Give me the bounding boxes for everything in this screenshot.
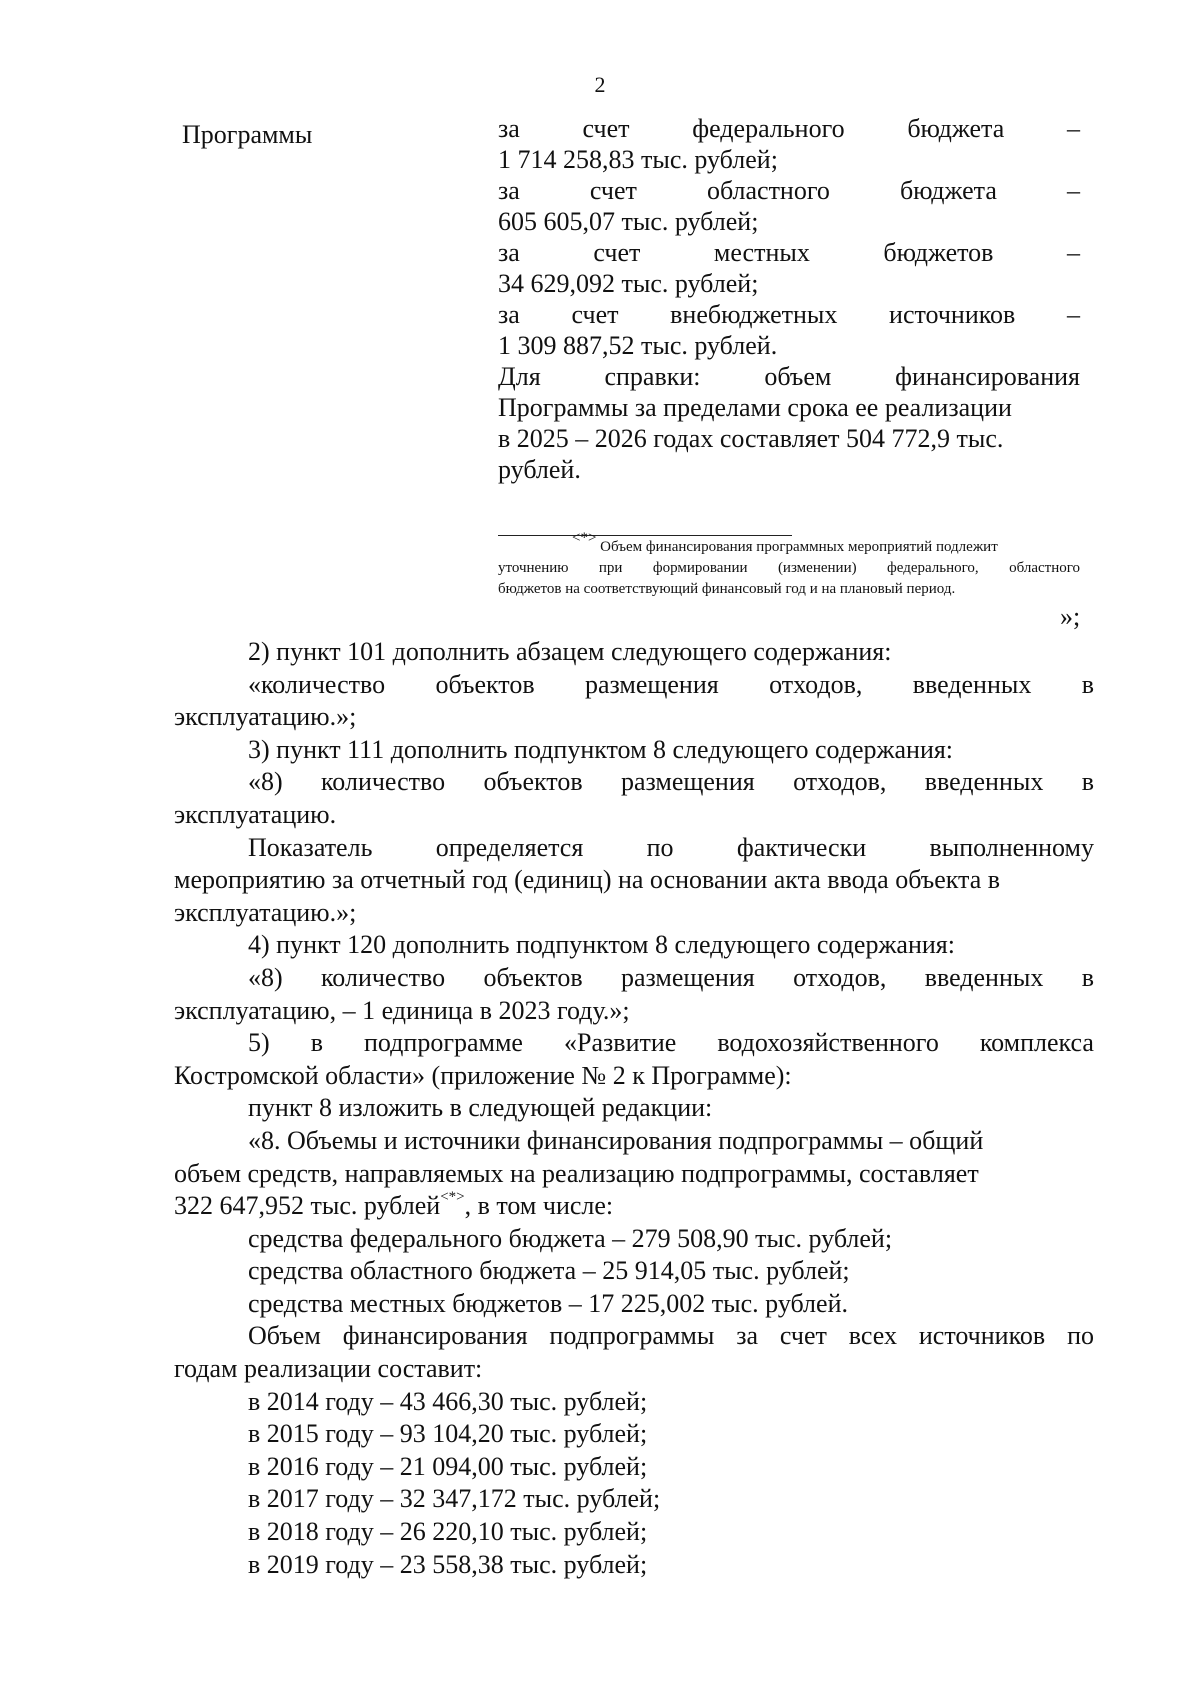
reference-line-3: в 2025 – 2026 годах составляет 504 772,9 тыс. xyxy=(498,424,1004,453)
word: внебюджетных xyxy=(670,300,838,329)
word: размещения xyxy=(620,962,755,992)
table-left-cell-label: Программы xyxy=(182,120,313,149)
footnote-mark: <*> xyxy=(572,530,597,546)
word: отходов, xyxy=(793,962,887,992)
word: 5) xyxy=(248,1028,270,1058)
word: счет xyxy=(582,114,630,143)
word: комплекса xyxy=(979,1028,1094,1058)
word: (изменении) xyxy=(777,560,857,576)
word: – xyxy=(1067,300,1080,329)
total-amount: 322 647,952 тыс. рублей xyxy=(174,1191,441,1221)
item-5-paragraph-line-1: «8. Объемы и источники финансирования подпрограммы – общий xyxy=(248,1125,984,1155)
word: введенных xyxy=(912,669,1032,699)
item-3-indicator-end: эксплуатацию.»; xyxy=(174,897,357,927)
reference-line-2: Программы за пределами срока ее реализации xyxy=(498,393,1012,422)
word: в xyxy=(1081,767,1094,797)
word: количество xyxy=(321,962,446,992)
document-body xyxy=(174,636,1094,1581)
item-4-heading: 4) пункт 120 дополнить подпунктом 8 следующего содержания: xyxy=(248,930,955,960)
word: водохозяйственного xyxy=(717,1028,939,1058)
word: формировании xyxy=(652,560,748,576)
word: бюджета xyxy=(907,114,1005,143)
funding-local-amount: 34 629,092 тыс. рублей; xyxy=(498,269,759,298)
fund-local: средства местных бюджетов – 17 225,002 тыс. рублей. xyxy=(248,1288,848,1318)
word: за xyxy=(498,114,520,143)
item-3-indicator-line xyxy=(174,832,1094,865)
word: размещения xyxy=(584,669,719,699)
word: источников xyxy=(918,1321,1046,1351)
table-right-cell xyxy=(498,113,1080,485)
word: объектов xyxy=(483,962,583,992)
year-2017: в 2017 году – 32 347,172 тыс. рублей; xyxy=(248,1484,661,1514)
years-intro-end: годам реализации составит: xyxy=(174,1354,483,1384)
word: введенных xyxy=(924,962,1044,992)
item-2-text-line xyxy=(174,669,1094,702)
word: источников xyxy=(889,300,1016,329)
word: федерального, xyxy=(887,560,979,576)
year-2015: в 2015 году – 93 104,20 тыс. рублей; xyxy=(248,1419,648,1449)
word: счет xyxy=(571,300,619,329)
word: Объем xyxy=(248,1321,321,1351)
item-5-instruction: пункт 8 изложить в следующей редакции: xyxy=(248,1093,713,1123)
word: количество xyxy=(321,767,446,797)
word: федерального xyxy=(692,114,845,143)
word: областного xyxy=(706,176,830,205)
word: определяется xyxy=(435,832,584,862)
year-2016: в 2016 году – 21 094,00 тыс. рублей; xyxy=(248,1451,648,1481)
word: счет xyxy=(779,1321,827,1351)
word: всех xyxy=(848,1321,897,1351)
reference-line-1 xyxy=(498,361,1080,392)
word: уточнению xyxy=(498,560,569,576)
word: объектов xyxy=(435,669,535,699)
year-2019: в 2019 году – 23 558,38 тыс. рублей; xyxy=(248,1549,648,1579)
closing-quote: »; xyxy=(1060,602,1081,631)
item-5-heading-end: Костромской области» (приложение № 2 к Программе): xyxy=(174,1060,792,1090)
word: в xyxy=(1081,962,1094,992)
item-3-text-line xyxy=(174,766,1094,799)
word: «8) xyxy=(248,767,283,797)
item-3-indicator-line-2: мероприятию за отчетный год (единиц) на основании акта ввода объекта в xyxy=(174,865,1001,895)
word: по xyxy=(646,832,674,862)
item-4-text-line xyxy=(174,962,1094,995)
footnote-divider xyxy=(498,535,792,536)
total-amount-suffix: , в том числе: xyxy=(464,1191,614,1221)
funding-regional-amount: 605 605,07 тыс. рублей; xyxy=(498,207,759,236)
word: в xyxy=(310,1028,323,1058)
footnote-text: Объем финансирования программных мероприятий подлежит xyxy=(600,539,998,555)
word: подпрограмме xyxy=(364,1028,523,1058)
footnote-mark: <*> xyxy=(440,1189,465,1206)
word: выполненному xyxy=(929,832,1094,862)
item-5-paragraph-line-2: объем средств, направляемых на реализацию подпрограммы, составляет xyxy=(174,1158,979,1188)
funding-federal-amount: 1 714 258,83 тыс. рублей; xyxy=(498,145,778,174)
funding-regional-line xyxy=(498,175,1080,206)
item-3-heading: 3) пункт 111 дополнить подпунктом 8 следующего содержания: xyxy=(248,734,954,764)
footnote-line-2 xyxy=(498,558,1080,579)
year-2014: в 2014 году – 43 466,30 тыс. рублей; xyxy=(248,1386,648,1416)
reference-line-4: рублей. xyxy=(498,455,581,484)
word: – xyxy=(1066,238,1080,267)
funding-federal-line xyxy=(498,113,1080,144)
year-2018: в 2018 году – 26 220,10 тыс. рублей; xyxy=(248,1517,648,1547)
item-4-text-end: эксплуатацию, – 1 единица в 2023 году.»; xyxy=(174,995,630,1025)
word: финансирования xyxy=(342,1321,528,1351)
funding-local-line xyxy=(498,237,1080,268)
word: объектов xyxy=(483,767,583,797)
item-2-text-end: эксплуатацию.»; xyxy=(174,702,357,732)
item-5-heading xyxy=(174,1027,1094,1060)
footnote-line-3: бюджетов на соответствующий финансовый год и на плановый период. xyxy=(498,581,956,597)
word: за xyxy=(498,300,520,329)
word: – xyxy=(1066,114,1080,143)
word: по xyxy=(1067,1321,1094,1351)
word: в xyxy=(1081,669,1094,699)
word: бюджета xyxy=(899,176,997,205)
funding-extrabudgetary-amount: 1 309 887,52 тыс. рублей. xyxy=(498,331,778,360)
item-5-paragraph-line-3 xyxy=(174,1190,1094,1223)
word: – xyxy=(1066,176,1080,205)
word: за xyxy=(498,176,520,205)
item-3-text-end: эксплуатацию. xyxy=(174,799,337,829)
word: финансирования xyxy=(895,362,1080,391)
page-number: 2 xyxy=(594,72,606,97)
word: справки: xyxy=(604,362,701,391)
word: за xyxy=(498,238,520,267)
word: размещения xyxy=(620,767,755,797)
footnote-line-1 xyxy=(498,530,1080,558)
word: счет xyxy=(593,238,641,267)
word: отходов, xyxy=(769,669,863,699)
item-2-heading: 2) пункт 101 дополнить абзацем следующего содержания: xyxy=(248,637,892,666)
word: счет xyxy=(589,176,637,205)
word: бюджетов xyxy=(883,238,994,267)
word: «8) xyxy=(248,962,283,992)
years-intro-line xyxy=(174,1320,1094,1353)
word: «Развитие xyxy=(564,1028,677,1058)
word: местных xyxy=(713,238,810,267)
word: областного xyxy=(1009,560,1080,576)
word: «количество xyxy=(248,669,386,699)
fund-federal: средства федерального бюджета – 279 508,90 тыс. рублей; xyxy=(248,1223,893,1253)
funding-extrabudgetary-line xyxy=(498,299,1080,330)
fund-regional: средства областного бюджета – 25 914,05 тыс. рублей; xyxy=(248,1256,850,1286)
word: подпрограммы xyxy=(549,1321,715,1351)
word: фактически xyxy=(736,832,867,862)
word: введенных xyxy=(924,767,1044,797)
word: при xyxy=(598,560,623,576)
footnote xyxy=(498,530,1080,600)
word: Для xyxy=(498,362,541,391)
word: объем xyxy=(764,362,832,391)
word: за xyxy=(736,1321,759,1351)
word: отходов, xyxy=(793,767,887,797)
word: Показатель xyxy=(248,832,373,862)
